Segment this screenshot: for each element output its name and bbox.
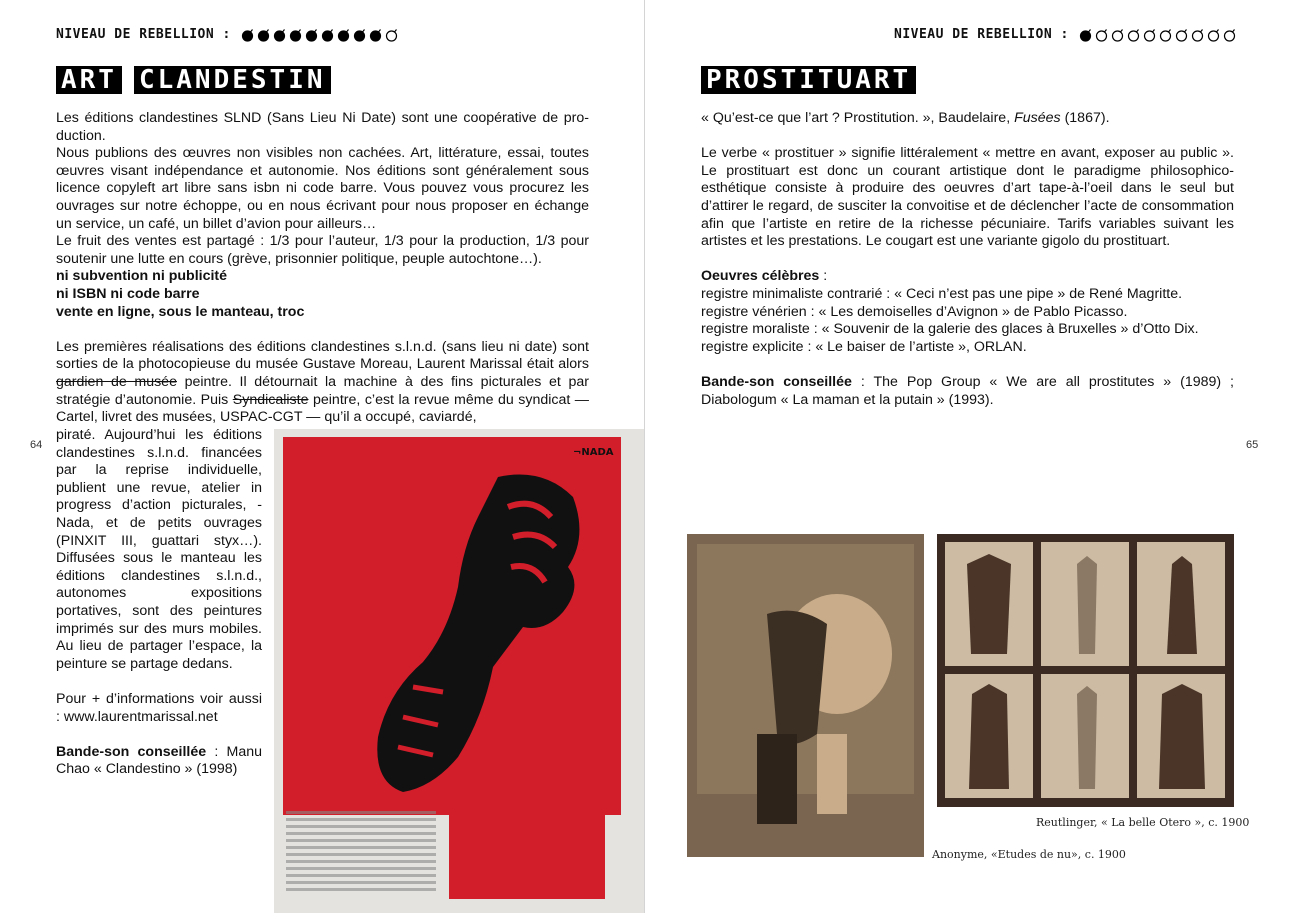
title-word: ART [56,66,122,94]
bomb-empty-icon [1127,28,1141,42]
article-text [701,110,1234,409]
raised-fist-continuum-illustration [283,437,621,815]
struck-text: Syndicaliste [232,391,309,408]
rebellion-label: NIVEAU DE REBELLION : [894,27,1069,42]
bomb-empty-icon [1175,28,1189,42]
definition: Le verbe « prostituer » signifie littéralement « mettre en avant, exposer au public ». Le prostituart est donc un courant artistique dont le paradigme philosophico-esthétique consiste à produire des oeuvres d’art tape-à-l’oeil dans le seul but d’attirer le regard, de susciter la convoitise et de déclencher l’acte de consommation afin que l’artiste en retire de la richesse pécuniaire. Tarifs variables suivant les artistes et les prestations. Le cougart est une variante gigolo du prostituart. [701,145,1234,250]
bomb-rating [241,28,399,42]
soundtrack: Bande-son conseillée : The Pop Group « We are all prostitutes » (1989) ; Diabologum « La maman et la putain » (1993). [701,373,1234,408]
rebellion-level-right [894,27,1237,42]
left-page [0,0,644,913]
paragraph: Le fruit des ventes est partagé : 1/3 pour l’auteur, 1/3 pour la production, 1/3 pour soutenir une lutte en cours (grève, prisonnier politique, peuple autochtone…). [56,233,589,267]
la-belle-otero-photo-grid [937,534,1234,807]
work-item: registre explicite : « Le baiser de l’artiste », ORLAN. [701,338,1027,355]
caption-reutlinger: Reutlinger, « La belle Otero », c. 1900 [1036,816,1250,829]
bomb-filled-icon [241,28,255,42]
bomb-empty-icon [1207,28,1221,42]
page-number: 64 [30,439,43,451]
bold-line: ni subvention ni publicité [56,268,228,285]
struck-text: gardien de musée [56,373,177,390]
quote: « Qu’est-ce que l’art ? Prostitution. », Baudelaire, Fusées (1867). [701,110,1110,126]
bomb-filled-icon [305,28,319,42]
bomb-filled-icon [257,28,271,42]
paragraph: Les éditions clandestines SLND (Sans Lieu Ni Date) sont une coopérative de pro-duction. [56,110,589,144]
page-title [56,66,331,94]
poster-fine-print [286,807,436,895]
bomb-empty-icon [1111,28,1125,42]
works-heading: Oeuvres célèbres : [701,268,828,285]
bold-line: vente en ligne, sous le manteau, troc [56,303,305,320]
bomb-empty-icon [1223,28,1237,42]
title-word: CLANDESTIN [134,66,331,94]
history-continued: piraté. Aujourd’hui les éditions clandestines s.l.n.d. financées par la reprise individuelle, publient une revue, atelier in progress d’action picturales, -Nada, et de petits ouvrages (PINXIT III, guattari styx…). Diffusées sous le manteau les éditions clandestines s.l.n.d., autonomes expositions portatives, sont des peintures imprimés sur des murs mobiles. Au lieu de partager l’espace, la peinture se partage dedans. Pour + d’informations voir aussi : www.laurentmarissal.net Bande-son conseillée : Manu Chao « Clandestino » (1998) [56,427,262,778]
work-item: registre moraliste : « Souvenir de la galerie des glaces à Bruxelles » d’Otto Dix. [701,321,1199,338]
bomb-filled-icon [337,28,351,42]
bold-line: ni ISBN ni code barre [56,285,200,302]
bomb-empty-icon [1143,28,1157,42]
bomb-filled-icon [369,28,383,42]
bomb-empty-icon [1095,28,1109,42]
work-item: registre vénérien : « Les demoiselles d’Avignon » de Pablo Picasso. [701,303,1128,320]
bomb-filled-icon [289,28,303,42]
soundtrack: Bande-son conseillée : Manu Chao « Clandestino » (1998) [56,743,262,778]
poster-red-panel [449,809,605,899]
caption-anonyme: Anonyme, «Etudes de nu», c. 1900 [932,848,1126,861]
work-item: registre minimaliste contrarié : « Ceci n’est pas une pipe » de René Magritte. [701,285,1183,302]
rebellion-level-left [56,27,399,42]
bomb-empty-icon [1159,28,1173,42]
rebellion-label: NIVEAU DE REBELLION : [56,27,231,42]
nada-poster-image [274,429,644,913]
bomb-empty-icon [385,28,399,42]
bomb-filled-icon [321,28,335,42]
page-title [701,66,916,94]
bomb-empty-icon [1191,28,1205,42]
more-info: Pour + d’informations voir aussi : www.laurentmarissal.net [56,690,262,725]
anonymous-nude-photo [687,534,924,857]
bomb-filled-icon [273,28,287,42]
paragraph: Nous publions des œuvres non visibles non cachées. Art, littérature, essai, toutes œuvres visant indépendance et autonomie. Nos éditions sont généralement sous licence copyleft art libre sans isbn ni code barre. Vous pouvez vous procurez les ouvrages sur notre échoppe, ou en nous écrivant pour nous proposer en échange un service, un café, un billet d’avion pour ailleurs… [56,145,589,232]
title-word: PROSTITUART [701,66,916,94]
bomb-filled-icon [1079,28,1093,42]
bomb-filled-icon [353,28,367,42]
page-number: 65 [1246,439,1259,451]
history-paragraph: Les premières réalisations des éditions clandestines s.l.n.d. (sans lieu ni date) sont sorties de la photocopieuse du musée Gustave Moreau, Laurent Marissal était alors gardien de musée peintre. Il détournait la machine à des fins picturales et par stratégie d’autonomie. Puis Syndicaliste peintre, c’est la revue même du syndicat — Cartel, livret des musées, USPAC-CGT — qu’il a occupé, caviardé, [56,338,590,426]
bomb-rating [1079,28,1237,42]
intro-text [56,110,589,427]
poster-title: ¬NADA [573,447,614,458]
poster-red-field [283,437,621,815]
